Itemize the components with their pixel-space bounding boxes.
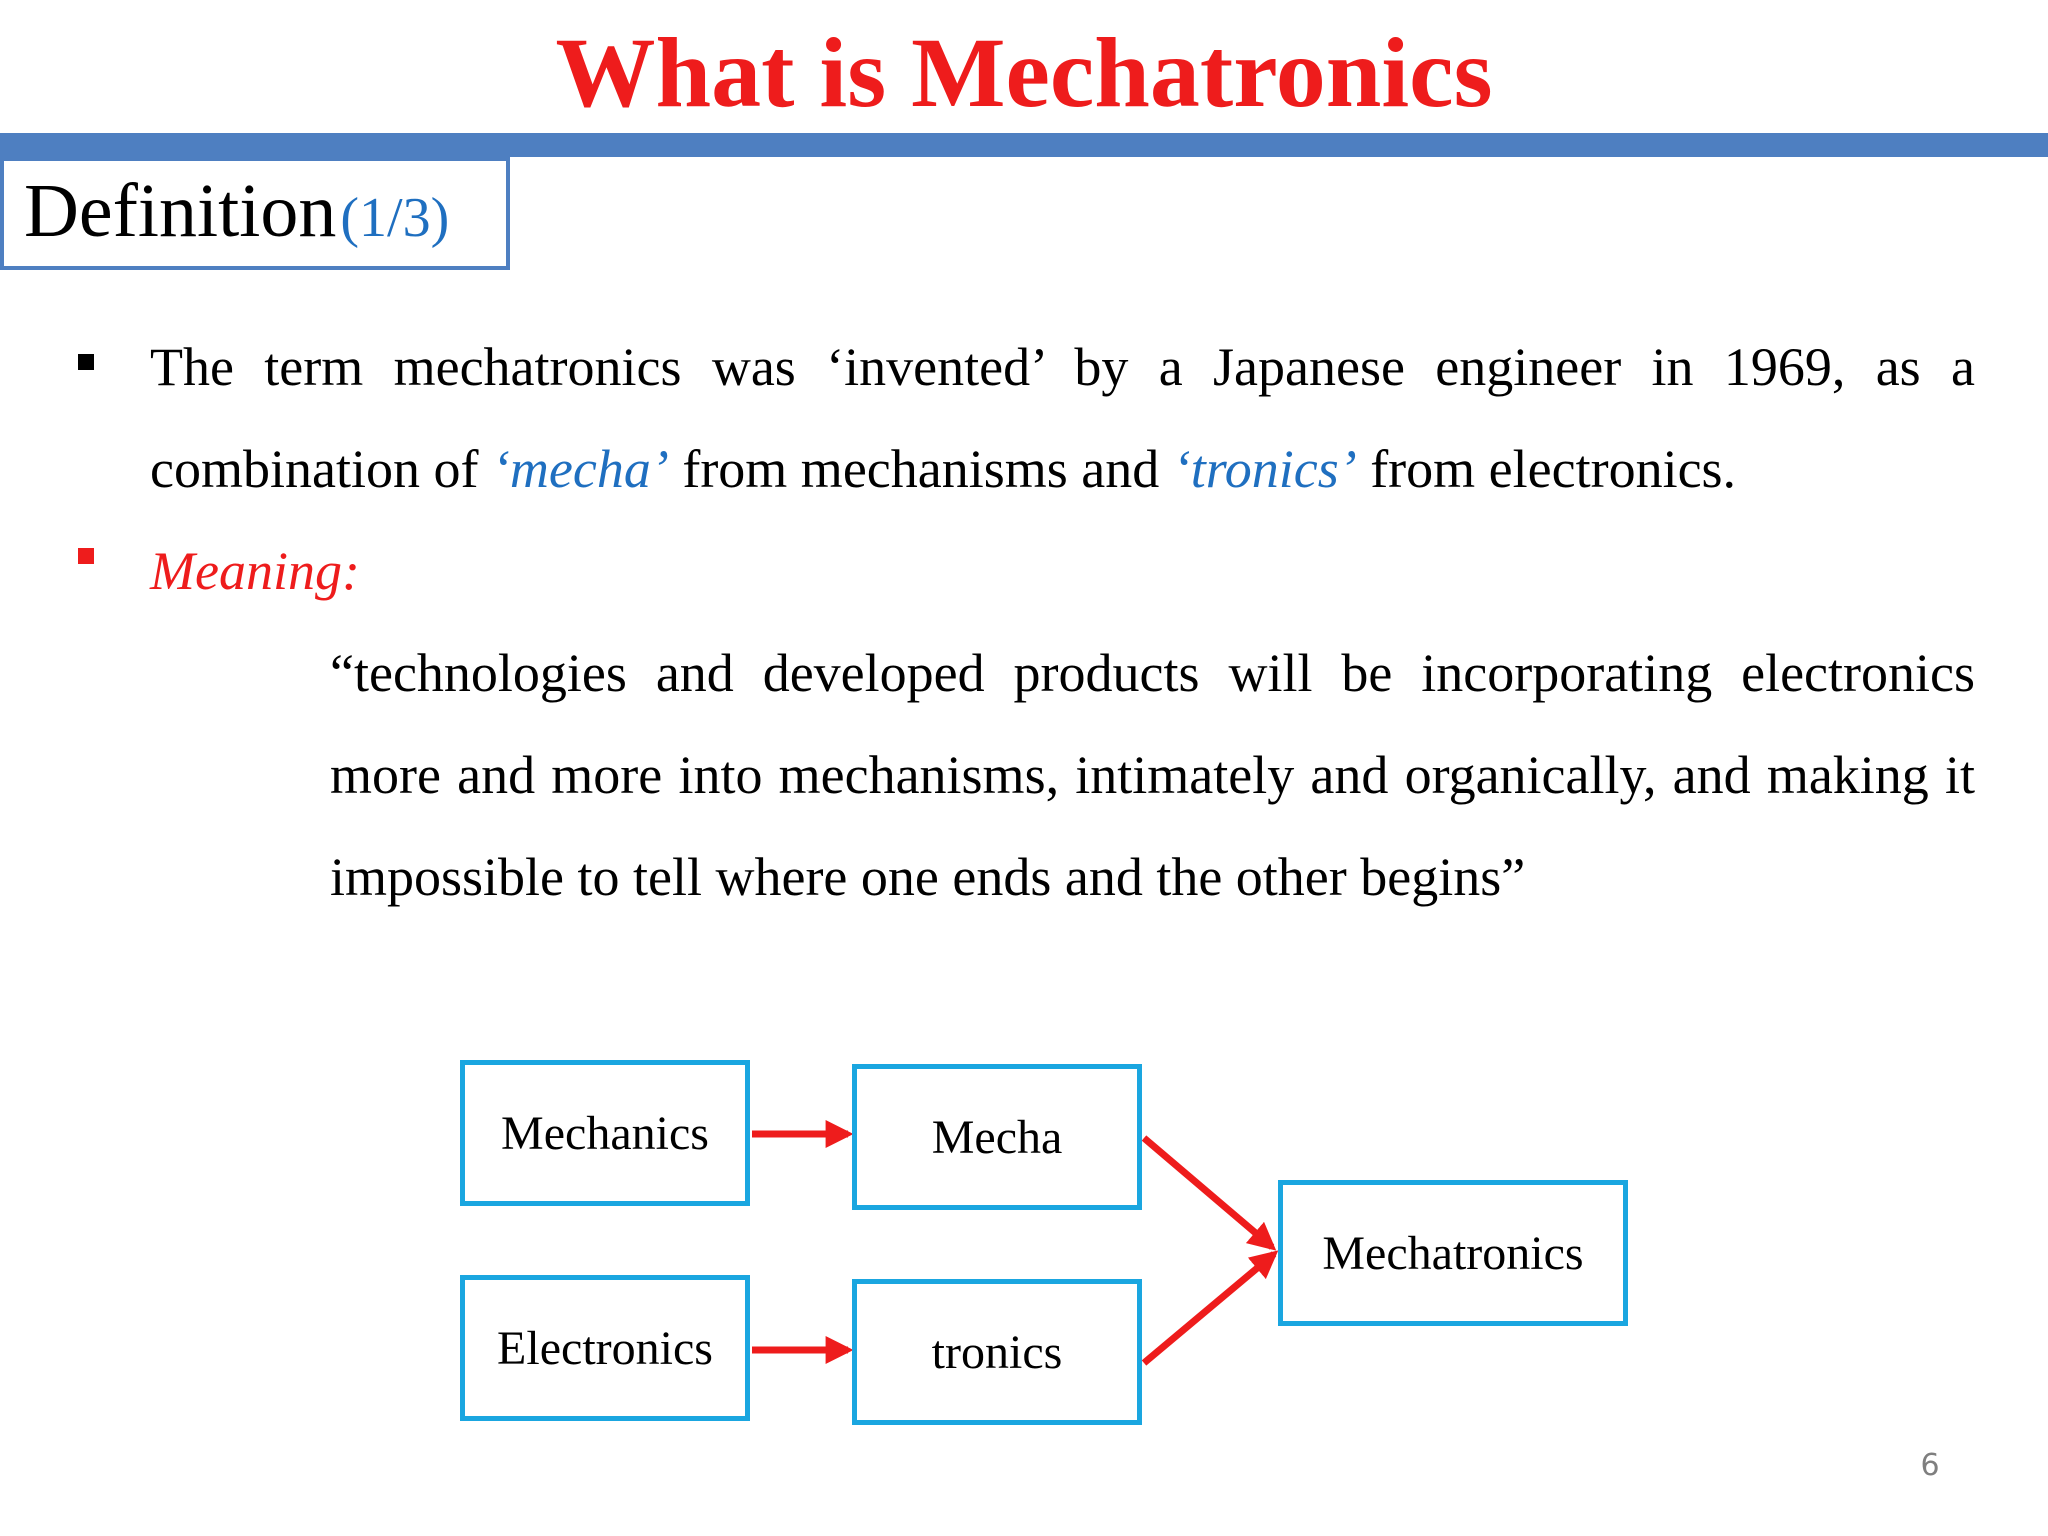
box-mechatronics: Mechatronics xyxy=(1278,1180,1628,1326)
square-bullet-icon xyxy=(78,548,94,564)
title-divider-bar xyxy=(0,133,2048,157)
meaning-label: Meaning: xyxy=(150,541,360,601)
arrow-mecha-to-mechatronics xyxy=(1144,1138,1272,1247)
definition-text-middle: from mechanisms and xyxy=(668,439,1173,499)
section-heading: Definition xyxy=(24,169,337,253)
meaning-quote: “technologies and developed products will be incorporating electronics more and more into mechanisms, intimately and organically, and making it impossible to tell where one ends and the other begins” xyxy=(330,643,1975,907)
box-mechanics: Mechanics xyxy=(460,1060,750,1206)
square-bullet-icon xyxy=(78,354,94,370)
arrow-tronics-to-mechatronics xyxy=(1144,1254,1274,1363)
slide-title: What is Mechatronics xyxy=(555,17,1493,128)
page-number: 6 xyxy=(1920,1448,1940,1483)
box-tronics: tronics xyxy=(852,1279,1142,1425)
section-page-marker: (1/3) xyxy=(340,187,450,249)
term-tronics: ‘tronics’ xyxy=(1172,439,1357,499)
definition-text xyxy=(150,316,1975,520)
box-electronics: Electronics xyxy=(460,1275,750,1421)
mechatronics-diagram xyxy=(440,1040,1680,1460)
term-mecha: ‘mecha’ xyxy=(491,439,669,499)
section-heading-box xyxy=(0,157,510,270)
box-mecha: Mecha xyxy=(852,1064,1142,1210)
definition-text-after: from electronics. xyxy=(1356,439,1737,499)
definition-text-before: The term mechatronics was ‘invented’ by a Japanese engineer in 1969, as a combination of xyxy=(150,337,1975,499)
